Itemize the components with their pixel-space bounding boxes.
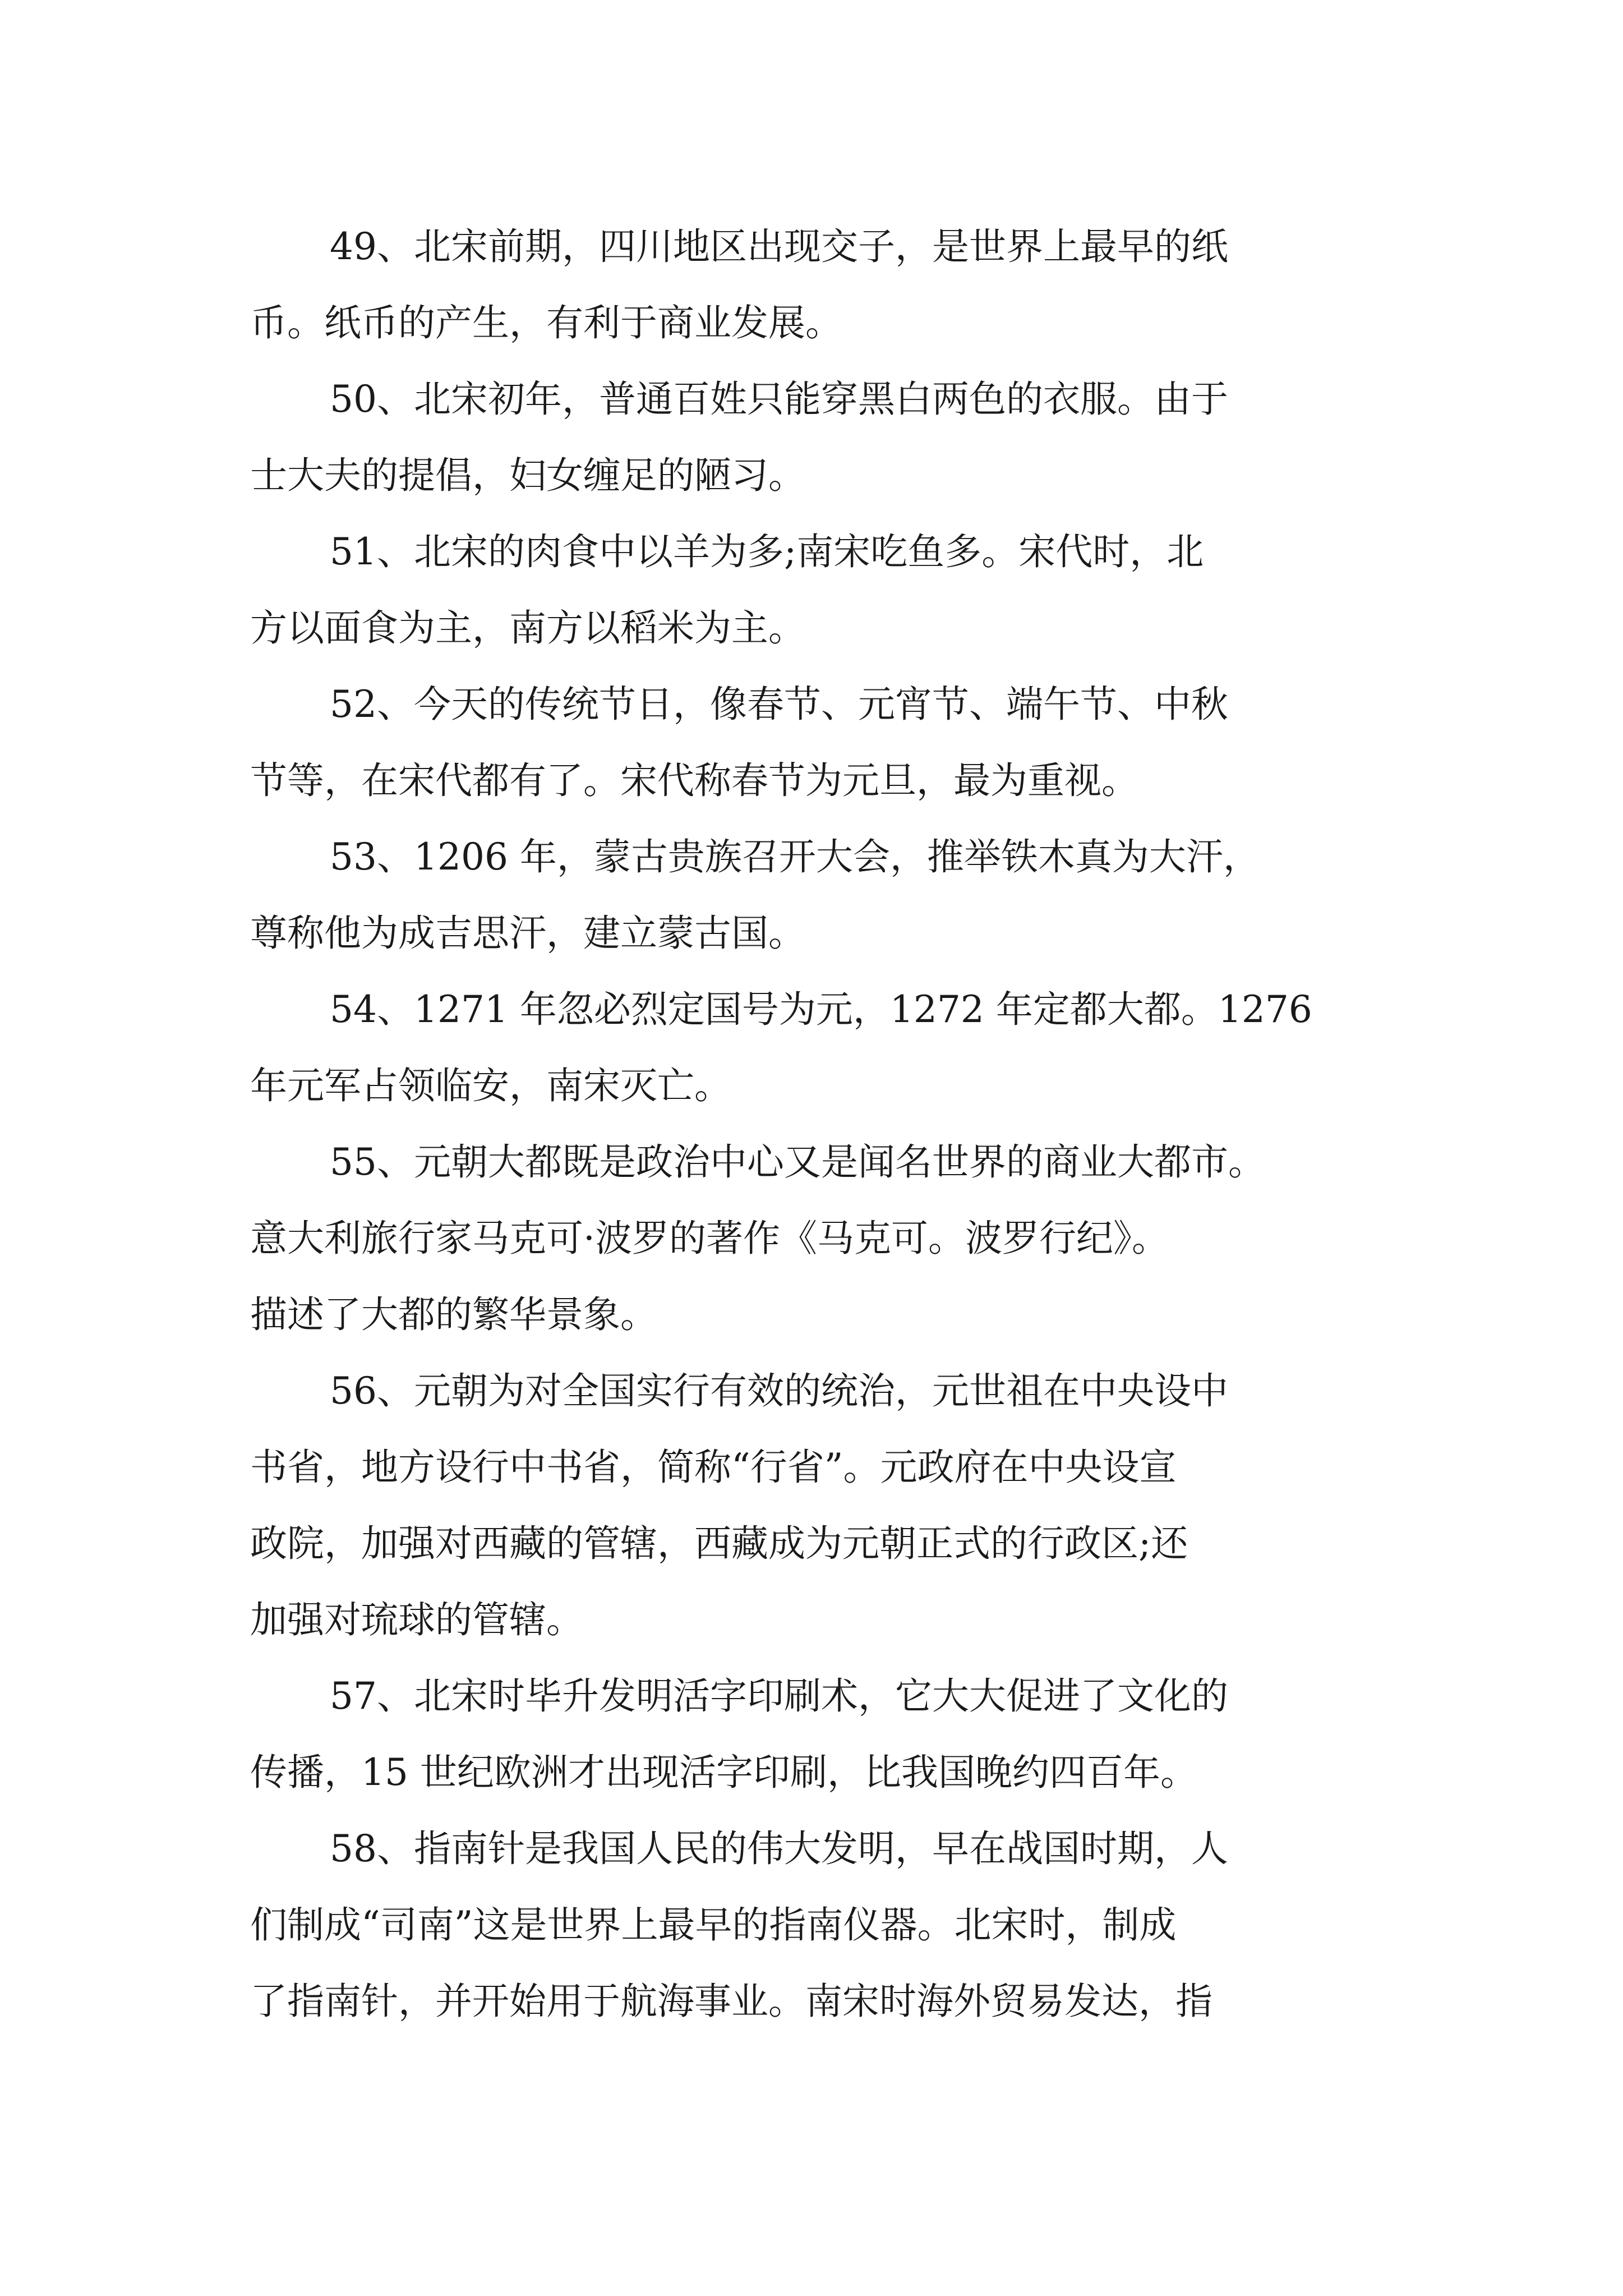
paragraph-57 xyxy=(250,1658,1372,1811)
paragraph-54 xyxy=(250,972,1372,1124)
paragraph-51 xyxy=(250,514,1372,666)
paragraph-line: 51、北宋的肉食中以羊为多;南宋吃鱼多。宋代时，北 xyxy=(330,530,1204,573)
paragraph-line: 加强对琉球的管辖。 xyxy=(250,1598,583,1641)
paragraph-58 xyxy=(250,1811,1372,2040)
paragraph-line: 50、北宋初年，普通百姓只能穿黑白两色的衣服。由于 xyxy=(330,378,1228,421)
paragraph-line: 意大利旅行家马克可·波罗的著作《马克可。波罗行纪》。 xyxy=(250,1217,1169,1260)
paragraph-line: 节等，在宋代都有了。宋代称春节为元旦，最为重视。 xyxy=(250,759,1138,802)
paragraph-line: 54、1271 年忽必烈定国号为元，1272 年定都大都。1276 xyxy=(330,988,1312,1031)
paragraph-line: 书省，地方设行中书省，简称“行省”。元政府在中央设宣 xyxy=(250,1446,1177,1489)
paragraph-53 xyxy=(250,819,1372,972)
paragraph-line: 了指南针，并开始用于航海事业。南宋时海外贸易发达，指 xyxy=(250,1980,1212,2023)
paragraph-line: 49、北宋前期，四川地区出现交子，是世界上最早的纸 xyxy=(330,225,1228,268)
paragraph-line: 57、北宋时毕升发明活字印刷术，它大大促进了文化的 xyxy=(330,1674,1228,1718)
paragraph-line: 55、元朝大都既是政治中心又是闻名世界的商业大都市。 xyxy=(330,1140,1265,1184)
paragraph-line: 56、元朝为对全国实行有效的统治，元世祖在中央设中 xyxy=(330,1369,1228,1412)
paragraph-line: 政院，加强对西藏的管辖，西藏成为元朝正式的行政区;还 xyxy=(250,1522,1188,1565)
paragraph-line: 描述了大都的繁华景象。 xyxy=(250,1293,657,1336)
paragraph-49 xyxy=(250,209,1372,361)
document-body xyxy=(250,209,1372,2040)
paragraph-line: 58、指南针是我国人民的伟大发明，早在战国时期，人 xyxy=(330,1827,1228,1870)
paragraph-line: 53、1206 年，蒙古贵族召开大会，推举铁木真为大汗， xyxy=(330,835,1260,878)
paragraph-line: 52、今天的传统节日，像春节、元宵节、端午节、中秋 xyxy=(330,683,1228,726)
paragraph-line: 币。纸币的产生，有利于商业发展。 xyxy=(250,301,842,344)
paragraph-line: 们制成“司南”这是世界上最早的指南仪器。北宋时，制成 xyxy=(250,1903,1177,1947)
paragraph-56 xyxy=(250,1353,1372,1658)
paragraph-line: 传播，15 世纪欧洲才出现活字印刷，比我国晚约四百年。 xyxy=(250,1751,1197,1794)
paragraph-line: 年元军占领临安，南宋灭亡。 xyxy=(250,1064,731,1107)
paragraph-52 xyxy=(250,666,1372,819)
paragraph-line: 尊称他为成吉思汗，建立蒙古国。 xyxy=(250,912,805,955)
paragraph-55 xyxy=(250,1124,1372,1353)
paragraph-50 xyxy=(250,361,1372,514)
paragraph-line: 方以面食为主，南方以稻米为主。 xyxy=(250,606,805,650)
paragraph-line: 士大夫的提倡，妇女缠足的陋习。 xyxy=(250,454,805,497)
